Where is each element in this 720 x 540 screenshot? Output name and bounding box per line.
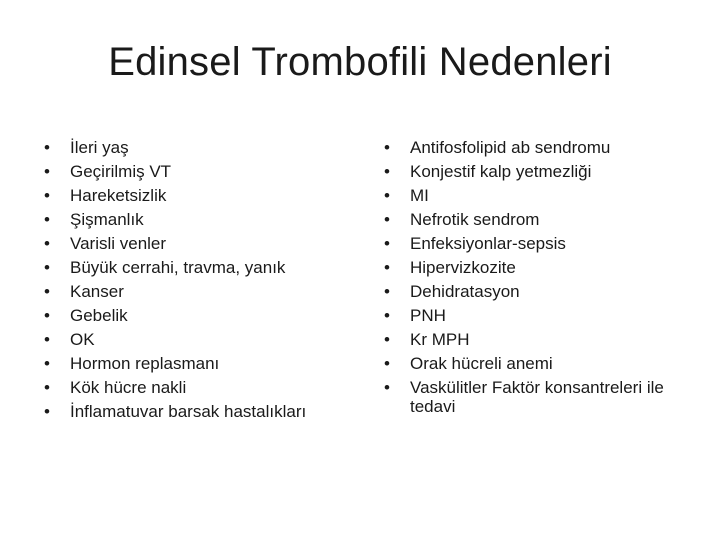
list-item [382,304,712,328]
bullet-icon: • [44,378,50,397]
list-item [382,376,712,416]
list-item [42,304,352,328]
bullet-icon: • [384,234,390,253]
bullet-icon: • [384,258,390,277]
bullet-icon: • [44,138,50,157]
list-item-text: Orak hücreli anemi [410,354,553,373]
list-item-text: Kr MPH [410,330,470,349]
bullet-icon: • [44,306,50,325]
list-item [382,256,712,280]
list-item-text: Varisli venler [70,234,167,253]
list-item [382,328,712,352]
bullet-icon: • [44,162,50,181]
list-item [42,232,352,256]
bullet-icon: • [44,330,50,349]
bullet-icon: • [384,378,390,397]
list-item [42,376,352,400]
list-item-text: İnflamatuvar barsak hastalıkları [70,402,307,421]
list-item-text: Hormon replasmanı [70,354,220,373]
bullet-icon: • [44,186,50,205]
bullet-icon: • [44,402,50,421]
bullet-icon: • [384,282,390,301]
bullet-icon: • [384,210,390,229]
list-item-text: MI [410,186,429,205]
list-item-text: Enfeksiyonlar-sepsis [410,234,566,253]
list-item-text: Şişmanlık [70,210,144,229]
left-bullet-list [42,136,352,424]
bullet-icon: • [44,282,50,301]
list-item-text: Nefrotik sendrom [410,210,540,229]
list-item-text: Büyük cerrahi, travma, yanık [70,258,286,277]
list-item-text: İleri yaş [70,138,129,157]
list-item-text: Vaskülitler Faktör konsantreleri ile tedavi [410,378,664,416]
list-item [42,352,352,376]
list-item [42,256,352,280]
list-item [382,352,712,376]
bullet-icon: • [44,354,50,373]
bullet-icon: • [384,330,390,349]
list-item [42,160,352,184]
list-item-text: OK [70,330,95,349]
bullet-icon: • [384,138,390,157]
list-item-text: Antifosfolipid ab sendromu [410,138,611,157]
bullet-icon: • [44,210,50,229]
list-item [382,136,712,160]
list-item-text: Gebelik [70,306,128,325]
slide-title: Edinsel Trombofili Nedenleri [108,40,612,84]
list-item-text: Kanser [70,282,124,301]
list-item-text: Hipervizkozite [410,258,516,277]
list-item-text: Kök hücre nakli [70,378,187,397]
list-item-text: Geçirilmiş VT [70,162,172,181]
list-item [382,208,712,232]
bullet-icon: • [44,258,50,277]
right-bullet-list [382,136,712,416]
list-item [42,184,352,208]
list-item-text: Konjestif kalp yetmezliği [410,162,592,181]
list-item [42,136,352,160]
list-item [42,400,352,424]
list-item [42,328,352,352]
bullet-icon: • [384,186,390,205]
list-item [382,184,712,208]
list-item-text: Hareketsizlik [70,186,167,205]
list-item [382,160,712,184]
list-item-text: PNH [410,306,446,325]
bullet-icon: • [384,354,390,373]
list-item [42,208,352,232]
bullet-icon: • [384,162,390,181]
list-item [382,280,712,304]
bullet-icon: • [44,234,50,253]
list-item [382,232,712,256]
bullet-icon: • [384,306,390,325]
list-item-text: Dehidratasyon [410,282,520,301]
list-item [42,280,352,304]
